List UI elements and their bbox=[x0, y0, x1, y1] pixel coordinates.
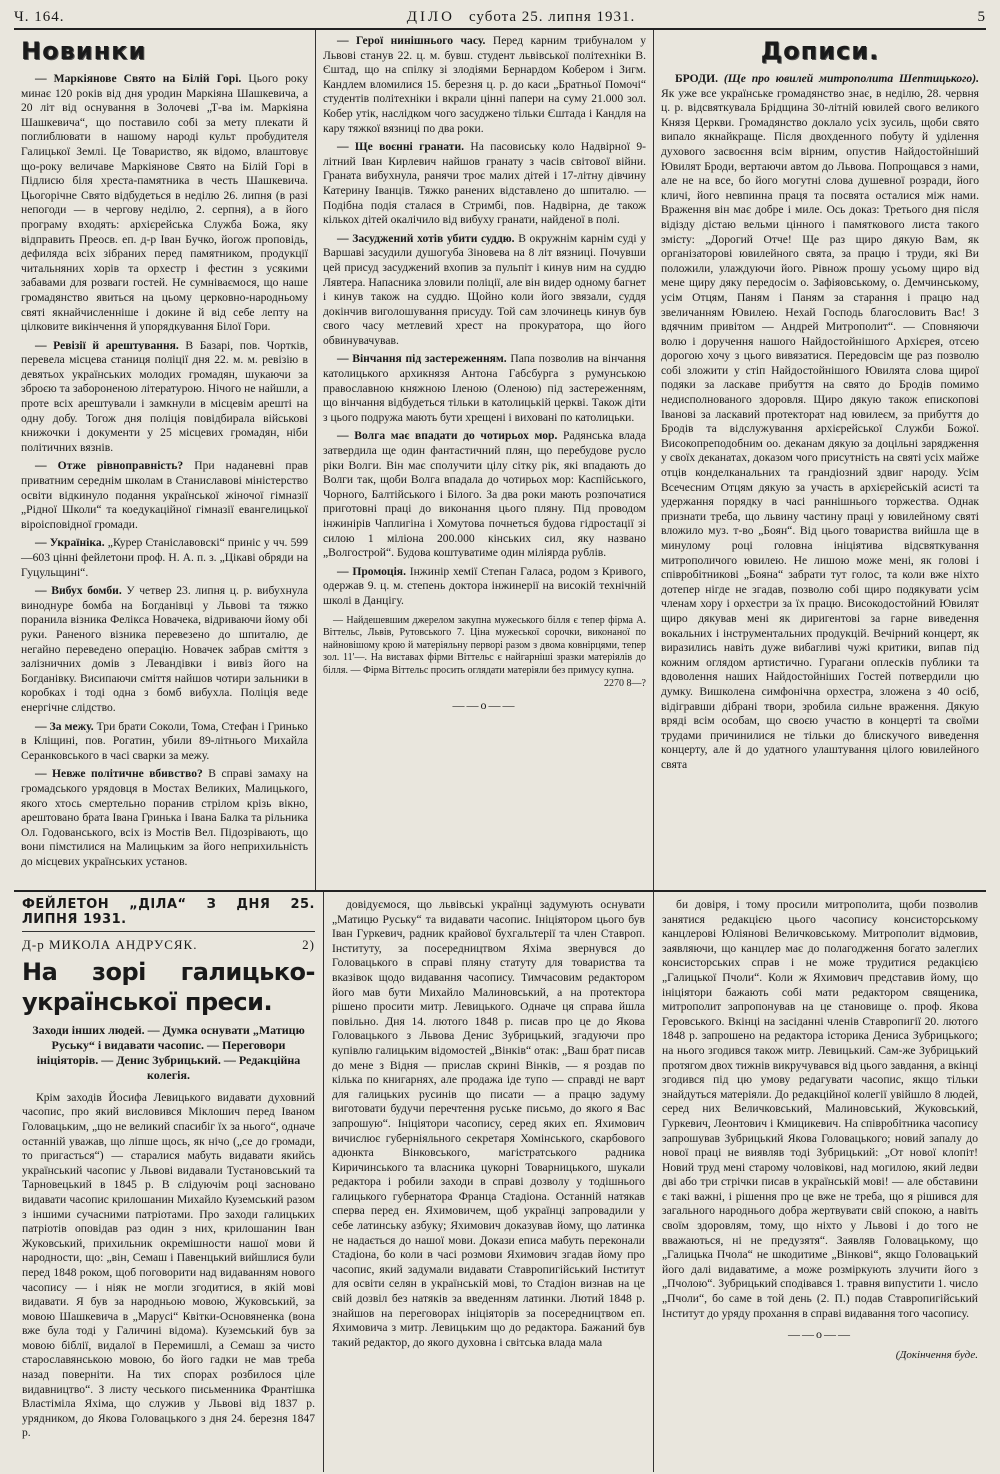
article-headline: — Засуджений хотів убити суддю. bbox=[337, 231, 515, 245]
ornament-divider: ——о—— bbox=[452, 697, 517, 712]
feuilleton-col-3 bbox=[654, 892, 986, 1472]
article-item bbox=[21, 536, 308, 580]
author-name: Д-р МИКОЛА АНДРУСЯК. bbox=[22, 937, 198, 953]
top-section bbox=[14, 30, 986, 892]
letter-text: Як уже все українське громадянство знає, в неділю, 28. червня ц. р. відсвяткувала Брідщина 30-літній ювилей свого великого Князя Церкви. Громадянство доклало усіх зусиль, щоби свято випало якнайкраще. Після двохденного побуту й уділення духового засвоєння всім вірним, опустив Найдостойніший Ювилят Броди, вертаючи автом до Львова. Попрощався з нами, але не на все, бо його могутні слова душевної розради, його кличі, його невпинна праця та посвята осталися між нами. Враження він має добре і миле. Ось доказ: Третього дня після відізду дістаю вельми цінного і памяткового листа такого змісту: „Дорогий Отче! Ще раз щиро дякую Вам, як організаторові ювилейного свята, за працю і труди, які Ви положили, улаждуючи його. Рівнож прошу усьому щиро від мене щиру дяку передосім о. Зафіяовському, о. Демчинському, усім Отцям, Паням і Паням за старання і працю над звеличанням Ювилею. Нехай Господь благословить Вас! З вдячним привітом — Андрей Митрополит“. — Сповняючи волю і доручення нашого Найдостойнішого Архієрея, отсею дорогою хочу з цього вивязатися. Передовсім ще раз позволю собі зложити у стіп Найдостойнішого Ювилята слова щирої подяки за ласкаве прибуття на свято до Бродів помимо недисполнованого здоровля. Щиро дякую також епископові Іванові за ласкавий протекторат над ювилеєм, за прибуття до Бродів та відслужування архієрейської Служби Божої. Високопреподобним оо. деканам дякую за доцільні зарядження у своїх деканатах, доказом чого присутність на святі усіх майже отців конделканальних та грандіозний здвиг народу. Усім Всечесним Отцям дякую за участь в архієрейській асисті та удержання порядку в часі раннішнього торжества. Однак признати треба, що львину частину праці у ювилейному святі вложило муз. т-во „Боян“. Від цього товариства вийшла ще в минулому році головна ініціятива відсвяткування митрополичого ювилею. Не лишою може мені, як голові і співробітникові „Бояна“ забрати тут голос, та коли вже ніхто дотепер нігде не згадав, позволю собі щиро подякувати усім членам хору і орхестри за їх працю. Високодостойний Ювилят щиро дякував мені як диригентові за гарне виведення вокальних і інструментальних продукцій. Вечірний концерт, як виразились навіть дуже вибагливі чужі критики, випав під кожним оглядом артистично. Гурагани оплесків публики та вдоволення наших Найдостойніших Гостей потвердили цю думку. Вишколена симфонічна орхестра, зложена з 40 осіб, відігравши дібрані твори, зробила сильне враження. Дякую вряді всім особам, що своєю участю в концерті та своїми трудами причинилися не тільки до блискучого виведення концерту, але й до удатного улаштування цілого ювилейного свята bbox=[661, 86, 979, 771]
article-item bbox=[21, 767, 308, 869]
feuilleton-section bbox=[14, 892, 986, 1472]
feuilleton-col-2 bbox=[324, 892, 654, 1472]
article-text: В окружнім карнім суді у Варшаві засудили душогуба Зіновева на 8 літ вязниці. Почувши цей присуд засуджений вхопив за пульпіт і кинув ним на суддю Лявтера. Напасника зловили поліції, але він видер одному багнет і кинув також на суддю. Щойно коли його звязали, суддя докінчив виголошування присуду. Той сам злочинець кинув був свого часу метлевий хрест на прокуратора, що його обвинувачував. bbox=[323, 231, 647, 347]
continuation-note: (Докінчення буде. bbox=[895, 1348, 978, 1361]
article-headline: — Герої нинішнього часу. bbox=[337, 34, 486, 47]
article-text: Папа позволив на вінчання католицького архикнязя Антона Габсбурга з румунською православною княжною Іленою (Оленою) під застереженням, що вінчання відбудеться тільки в католицькій церкві. Також діти з цього подружа мають бути хрещені і виховані по католицьки. bbox=[323, 352, 647, 424]
part-number: 2) bbox=[302, 937, 315, 953]
article-item bbox=[323, 34, 646, 136]
article-text: Радянська влада затвердила ще один фантастичний плян, що перебудове русло ріки Волги. Він має сполучити цілу сітку рік, які впадають до Волги так, щоби Волга впадала до чотирьох мор: Каспійського, Чорного, Балтійського і Білого. За два роки мають розпочатися приготовні праці до виконання цього пляну. Під проводом інжинірів Чаплигіна і Хомутова почнеться будова гідростації зі силою 1 мілiона 200.000 кінських сил, яку названо „Волгострой“. Будова коштуватиме один міліярда рублів. bbox=[323, 429, 646, 560]
article-text: В справі замаху на громадського урядовця в Мостах Великих, Малицького, якого хтось смертельно поранив стрілом крізь вікно, арештовано брата Івана Гринька і Івана Балка та рільника Ол. Годованського, всіх із Мостів Вел. Підозрівають, що вони пімстилися на Малицьким за його неприхильність до місцевих українських установ. bbox=[21, 767, 308, 868]
article-headline: — Вибух бомби. bbox=[35, 584, 122, 598]
news-items bbox=[21, 72, 308, 869]
article-headline: — Невже політичне вбивство? bbox=[35, 767, 203, 781]
page-number: 5 bbox=[977, 8, 986, 25]
article-item bbox=[323, 429, 646, 560]
news-column bbox=[14, 30, 316, 890]
article-text: У четвер 23. липня ц. р. вибухнула виноднуре бомба на Богданівці у Львові та тяжко поранила візника Фелікса Новачека, відриваючи йому обі руки. Раненого візника перевезено до шпиталю, де негайно переведено операцію. Новачек забрав сміття з залізничних домів з Левандівки і вивіз його на Богданівку. Висипаючи сміття найшов чотири зальники в коробках і тоді одна з бомб вибухла. Поліція веде енергічне слідство. bbox=[21, 584, 308, 714]
article-text: Цього року минає 120 років від дня уродин Маркіяна Шашкевича, а 20 літ від оснування в Золочеві „Т-ва ім. Маркіяна Шашкевича“, що поставило собі за мету плекати й поглиблювати в нашому народі культ пробудителя Галицької Землі. Це Товариство, як відомо, влаштовує що-року величаве Маркіянове Свято на Білій Горі в Підлисю біля хреста-памятника в честь Шашкевича. Цьогорічне Свято відбудеться в неділю 26. липня (в разі непогоди — в чергову неділю, 2. серпня), а в його програму входять: архієрейська Служба Божа, яку відправить Преосв. еп. д-р Іван Бучко, йогож проповідь, дефиляда всіх зібраних перед памятником, продукції читальняних хорів та орхестр і фестин з усякими забавами для розваги гостей. Не сумніваємося, що наше громадянство явиться на цьому церковно-народньому святі якнайчисленніше і докине й від себе лепту на цілковите викінчення й упорядкування Білої Гори. bbox=[21, 72, 308, 334]
middle-column bbox=[316, 30, 654, 890]
letter-subtitle: (Ще про ювилей митрополита Шептицького). bbox=[723, 72, 979, 85]
issue-date: субота 25. липня 1931. bbox=[468, 8, 636, 25]
article-text: В Базарі, пов. Чортків, перевела місцева станиця поліції дня 22. м. м. ревізію в девятьох українських молодих громадян, шукаючи за зброєю та забороненою літературою. Нічого не найшли, а проте всіх арештували і замкнули в місцевім арешті на одну добу. Тогож дня поліція повідбирала військові книжочки і документи у 25 місцевих громадян, ніби політичних вязнів. bbox=[21, 338, 308, 454]
article-item bbox=[21, 339, 308, 456]
article-text: Три брати Соколи, Тома, Стефан і Гринько в Кліщині, пов. Рогатин, убили 89-літнього Михайла Серанковського в часі сварки за межу. bbox=[21, 719, 308, 762]
feuilleton-title: На зорі галицько-української преси. bbox=[22, 957, 315, 1016]
article-headline: — Ревізії й арештування. bbox=[35, 338, 179, 352]
article-headline: — Маркіянове Свято на Білій Горі. bbox=[35, 72, 242, 85]
article-headline: — За межу. bbox=[35, 719, 94, 733]
article-item bbox=[21, 584, 308, 715]
feuilleton-text-2: довідуємося, що львівські українці задумують оснувати „Матицю Руську“ та видавати часопис. Ініціятором цього був Іван Гуркевич, радник крайової бухгальтерії та член Ставроп. Інституту, за посередництвом Яхіма звернувся до Головацького в справі пляну статуту для товариства та вказівок щодо видавання часопису. Тимчасовим редактором його мав бути Михайло Малиновський, а на протектора рішено просити митр. Левицького. Одначе ця справа йшла повільно. Дня 14. лютого 1848 р. писав про це до Якова Головацького з Львова Денис Зубрицький, згадуючи про купівлю галицьким відомостей „Вінків“ отак: „Ваш брат писав до мене з Відня — прислав скрині Вінків, — я роздав по кілька по книгарнях, але продажа іде тупо — справді не варт для галицьких русинів що писати — а працю задуму виготовати будучи перечтення руське письмо, до якого я Вас запрошую“. Ініціятори часопису, серед яких еп. Яхимович вичислює губерніяльного секретаря Хомінського, скарбового адюнкта Вінковського, магістратського радника Киричинського та власника цукорні Товарницького, шукали редактора і робили заходи в справі дозволу у тодішнього галицького губернатора Франца Стадіона. Останній натякав сперва перед ен. Яхимовичем, щоб українці запровадили у себе латинську азбуку; Яхимович доказував йому, що латинка не надається до нашої мови. Докази еписа мабуть переконали Стадіона, бо коли в часі розмови Яхимович згадав йому про часопис, який задумали видавати Ставропигійський Інститут для освіти селян в українській мові, то Стадіон визнав на це свій дозвіл без натяків за введенням латинки. Лютий 1848 р. знайшов на переговорах ініціяторів за посередництвом еп. Яхимовича з митр. Левицьким що до редактора. Бажаний був такий редактор, до якого духовна і світська влада мала bbox=[332, 898, 645, 1349]
letters-column bbox=[654, 30, 986, 890]
letter-place: БРОДИ. bbox=[675, 72, 719, 85]
byline bbox=[22, 938, 315, 953]
middle-items bbox=[323, 34, 646, 609]
feuilleton-text-1: Крім заходів Йосифа Левицького видавати духовний часопис, про який висловився Міклошич перед Іваном Головацьким, „що не великий спасибіг їх за нього“, одначе останній уважав, що ліпше щось, як нічо („се до громади, то пригасться“) — старалися мабуть видавати якийсь український часопис у Львові видавали Тустановський та Тарновецький в 1845 р. В слідуючім році засновано видавати часопис крилошанин Михайло Куземський разом з іншими сучасними патріотами. Про заходи галицьких патріотів оповідав раз один з них, крилошанин Іван Жуковський, прихильник окремішности нашої мови й народности, що: „він, Семаш і Павенцький вийшлися були перед 1848 роком, щоб поговорити над видаванням нового часопису — і ніяк не могли згодитися, в якій мові видавати. Я був за народньою мовою, Жуковський, за мовою Шашкевича в „Марусі“ Квітки-Основяненка (вона вже була тоді у Галичині відома). Куземський був за мовою біблії, видалої в Перемишлі, а Семаш за чисто старославянською мовою, бо його гадки не мав треба назад поверніти. На тих спорах розбилося ціле видавництво“. З листу чеського письменника Франтішка Властіміла Яхіма, що служив у Львові від 1837 р. урядником, до Якова Головацького з дня 24. березня 1847 р. bbox=[22, 1090, 315, 1440]
article-headline: — Ще воєнні гранати. bbox=[337, 140, 465, 154]
advertisement: — Найдешевшим джерелом закупна мужеського білля є тепер фірма А. Віттельс, Львів, Рутовського 7. Ціна мужеської сорочки, виконаної по найновішому крою й матеріяльну перворі разом з двома ковнірцями, тепер зол. 11'—. На виставах фірми Віттельс є найгарніші зразки матеріялів до білля. — Фірма Віттельс просить оглядати матеріяли без примусу купна. bbox=[323, 614, 646, 676]
masthead-line bbox=[407, 9, 636, 26]
article-text: При наданевні прав приватним середнім школам в Станиславові міністерство освіти відкинуло подання української жіночої гімназії „Рідної Школи“ та коедукаційної гімназії евангелицької віроісповідної громади. bbox=[21, 459, 308, 531]
article-text: Інжинір хемії Степан Галаса, родом з Кривого, одержав 9. ц. м. степень доктора інжинерії на високій технічній школі в Данцігу. bbox=[323, 564, 647, 607]
letter-article bbox=[661, 72, 979, 773]
article-headline: — Промоція. bbox=[337, 564, 406, 578]
article-headline: — Отже рівноправність? bbox=[35, 459, 184, 473]
feuilleton-ornament: ——о—— bbox=[788, 1327, 852, 1342]
feuilleton-heading: ФЕЙЛЕТОН „ДІЛА“ З ДНЯ 25. ЛИПНЯ 1931. bbox=[22, 898, 315, 932]
article-headline: — Україніка. bbox=[35, 536, 105, 550]
feuilleton-text-3: би довіря, і тому просили митрополита, щоби позволив занятися редакцією цього часопису консисторському канцлерові Юліянові Величковському. Митрополит відмовив, заявляючи, що канцлер має до полагодження богато залеглих консисторських справ і не може трудитися редакцією „Галицької Пчоли“. Коли ж Яхимович представив йому, що ініціятори бажають собі мати редактором священика, митрополит запропонував на це становище о. проф. Якова Геровського. Вкінці на засіданні членів Ставропигії 20. лютого 1848 р. запрошено на редактора історика Дениса Зубрицького; на нього згодився також митр. Левицький. Сам-же Зубрицький протягом двох тижнів викручувався від цього завдання, а вкінці згодився під цю умову редагувати часопис, якщо тільки знайдуться матеріяли. До редакційної колегії увійшло 8 людей, серед них Величковський, Малиновський, Жуковський, Гуркевич, Леонтович і Кмицикевич. На співробітника часопису запрошував Зубрицький Якова Головацького; новий запалу до нової праці не виявляв тоді Зубрицький: „От нової клопіт! Новий труд мені старому чоловікові, над могилою, який ледви дві або три стрічки писав в українській мові! — але обставини є такі важні, і рішення про це вже не треба, що я рішився для загального народнього добра жертвувати свій спокою, а навіть своїм здоровлям, тому, що ніхто у Львові і до того не вважаються, ні не предузятя“. Заявляв Головацькому, що „Галицька Пчола“ не шкодитиме „Вінкові“, якщо Головацький його далі видаватиме, а може розміркують злучити його з „Пчолою“. Зубрицький сподівався 1. травня випустити 1. число „Пчоли“, бо саме в той день (2. П.) подав Ставропигійський Інститут до уряду прохання в справі видавання того часопису. bbox=[662, 898, 978, 1320]
article-item bbox=[323, 565, 646, 609]
article-text: На пасовиську коло Надвірної 9-літний Іван Кирлевич найшов гранату з часів світової війни. Граната вибухнула, ранячи троє малих дітей і 17-літну дівчину Катерину Іванців. Тяжко ранених відставлено до шпиталю. — Подібна подія сталася в Стримбі, пов. Надвірна, де також кількох дітей окалічило від вибуху гранати, найденої в полі. bbox=[323, 140, 646, 227]
article-item bbox=[21, 459, 308, 532]
news-title: Новинки bbox=[21, 37, 147, 65]
article-item bbox=[21, 72, 308, 335]
letters-title: Дописи. bbox=[760, 37, 880, 65]
article-headline: — Вінчання під застереженням. bbox=[337, 352, 507, 366]
article-text: „Курер Станіславовскі“ приніс у чч. 599—603 цінні фейлетони проф. Н. А. п. з. „Цікаві обряди на Гуцульщині“. bbox=[21, 536, 308, 579]
article-text: Перед карним трибуналом у Львові станув 22. ц. м. бувш. студент львівської політехніки В. Єштад, що на спілку зі злодіями Бернардом Кобером і Зигм. Кандлем вломилися 15. березня ц. р. до каси „Братньої Помочі“ студентів політехніки і вкрали цінні папери на суму 21.000 зол. Кобер утік, наслідком чого засуджено тільки Єштада і Кандля на кару тяжкої вязниці по два роки. bbox=[323, 34, 646, 135]
masthead: ДІЛО bbox=[406, 8, 455, 25]
article-item bbox=[21, 720, 308, 764]
article-headline: — Волга має впадати до чотирьох мор. bbox=[337, 429, 558, 443]
article-item bbox=[323, 140, 646, 228]
page-header bbox=[14, 6, 986, 30]
feuilleton-subtitle: Заходи інших людей. — Думка оснувати „Матицю Руську“ і видавати часопис. — Переговори ініціяторів. — Денис Зубрицький. — Редакційна колегія. bbox=[32, 1022, 305, 1082]
feuilleton-col-1 bbox=[14, 892, 324, 1472]
ad-signature: 2270 8—? bbox=[604, 678, 646, 690]
article-item bbox=[323, 352, 646, 425]
issue-number: Ч. 164. bbox=[14, 8, 65, 25]
article-item bbox=[323, 232, 646, 349]
